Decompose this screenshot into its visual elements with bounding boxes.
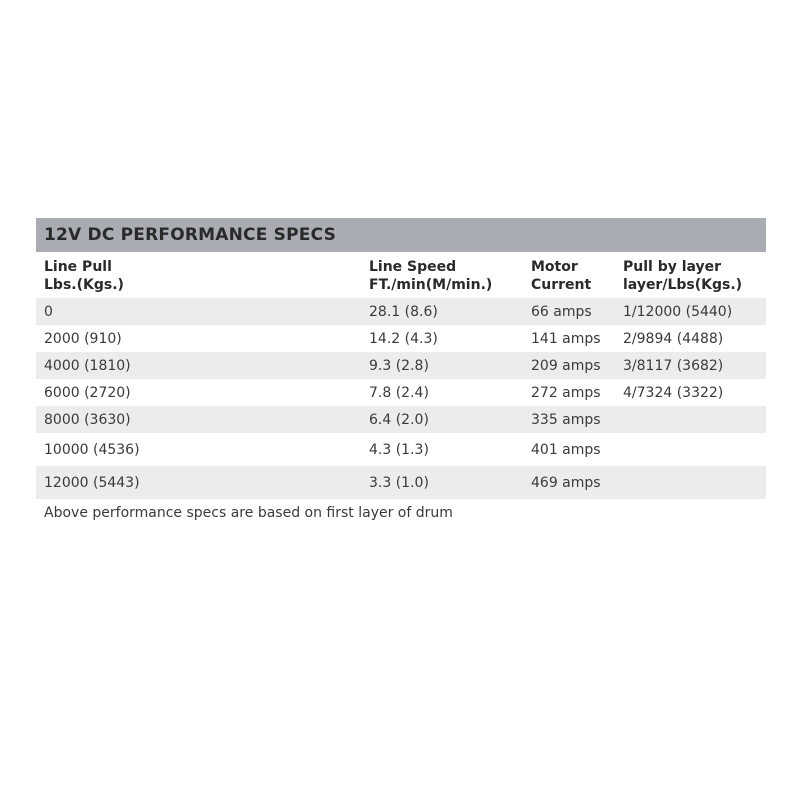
table-row (36, 352, 766, 379)
header-line-pull-line1: Line Pull (44, 259, 112, 275)
table-title: 12V DC PERFORMANCE SPECS (44, 225, 337, 245)
table-row (36, 433, 766, 466)
cell-line-pull: 6000 (2720) (44, 384, 131, 401)
header-line-pull-line2: Lbs.(Kgs.) (44, 277, 124, 293)
cell-pull-by-layer: 3/8117 (3682) (615, 352, 766, 379)
title-bar (36, 218, 766, 252)
performance-specs-table (36, 218, 766, 521)
table-row (36, 466, 766, 499)
header-pull-by-layer-line1: Pull by layer (623, 259, 722, 275)
table-row (36, 406, 766, 433)
specs-table (36, 252, 766, 499)
table-row (36, 379, 766, 406)
header-pull-by-layer-line2: layer/Lbs(Kgs.) (623, 277, 743, 293)
cell-pull-by-layer (615, 406, 766, 433)
table-row (36, 298, 766, 325)
cell-line-pull: 0 (36, 298, 361, 325)
cell-line-speed: 6.4 (2.0) (361, 406, 523, 433)
cell-motor-current: 401 amps (531, 441, 601, 458)
cell-line-speed: 9.3 (2.8) (361, 352, 523, 379)
header-motor-current-line1: Motor (531, 259, 578, 275)
header-motor-current (523, 252, 615, 298)
cell-motor-current: 272 amps (531, 384, 601, 401)
header-pull-by-layer (615, 252, 766, 298)
cell-line-speed: 3.3 (1.0) (361, 466, 523, 499)
cell-line-speed: 14.2 (4.3) (369, 330, 438, 347)
header-line-speed (361, 252, 523, 298)
header-line-speed-line2: FT./min(M/min.) (369, 277, 493, 293)
table-row (36, 325, 766, 352)
cell-line-pull: 8000 (3630) (36, 406, 361, 433)
cell-motor-current: 469 amps (523, 466, 615, 499)
header-row (36, 252, 766, 298)
cell-pull-by-layer: 1/12000 (5440) (615, 298, 766, 325)
cell-pull-by-layer: 2/9894 (4488) (623, 330, 724, 347)
cell-line-speed: 7.8 (2.4) (369, 384, 429, 401)
cell-motor-current: 335 amps (523, 406, 615, 433)
cell-line-speed: 4.3 (1.3) (369, 441, 429, 458)
cell-pull-by-layer (615, 433, 766, 466)
cell-motor-current: 66 amps (523, 298, 615, 325)
cell-motor-current: 209 amps (523, 352, 615, 379)
cell-line-pull: 4000 (1810) (36, 352, 361, 379)
cell-line-pull: 12000 (5443) (36, 466, 361, 499)
cell-line-pull: 2000 (910) (44, 330, 122, 347)
footnote: Above performance specs are based on first layer of drum (44, 505, 453, 521)
cell-motor-current: 141 amps (531, 330, 601, 347)
cell-line-pull: 10000 (4536) (44, 441, 140, 458)
cell-pull-by-layer: 4/7324 (3322) (623, 384, 724, 401)
cell-pull-by-layer (615, 466, 766, 499)
header-line-speed-line1: Line Speed (369, 259, 457, 275)
header-motor-current-line2: Current (531, 277, 592, 293)
header-line-pull (36, 252, 361, 298)
cell-line-speed: 28.1 (8.6) (361, 298, 523, 325)
